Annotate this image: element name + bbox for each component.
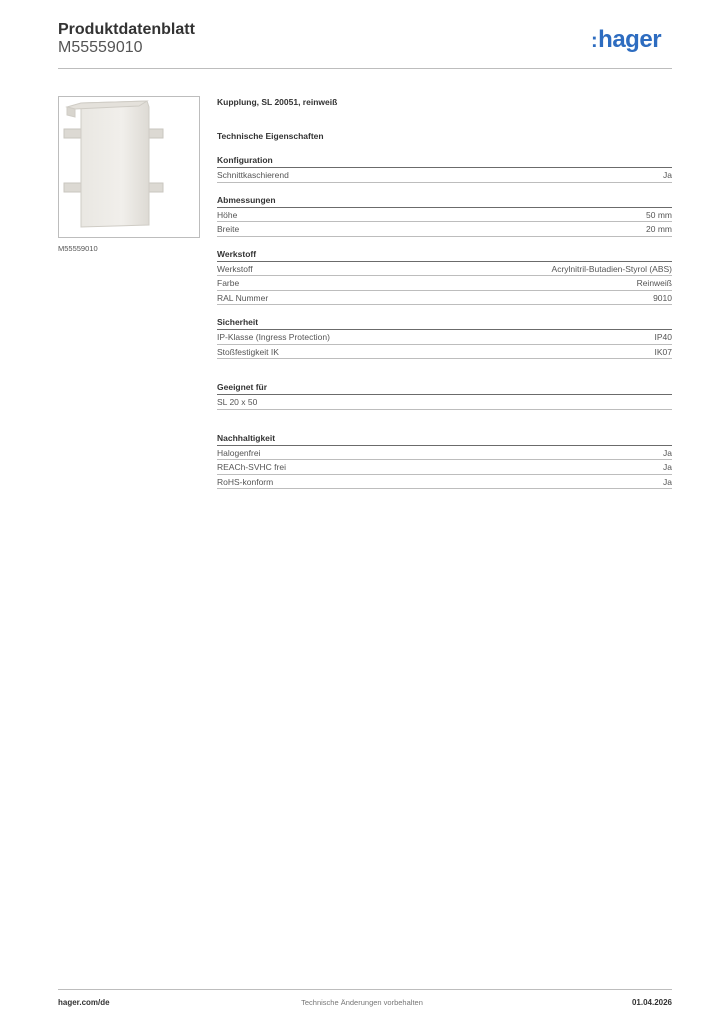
- spec-value: Ja: [663, 447, 672, 458]
- technical-properties-heading: Technische Eigenschaften: [217, 131, 324, 141]
- spec-row: [217, 475, 672, 490]
- spec-value: Ja: [663, 170, 672, 180]
- spec-label: IP-Klasse (Ingress Protection): [217, 332, 330, 342]
- footer-divider: [58, 989, 672, 990]
- spec-label: Werkstoff: [217, 263, 253, 274]
- image-caption: M55559010: [58, 244, 98, 253]
- logo-dots-icon: :: [591, 30, 598, 52]
- section-geeignet-fuer: [217, 381, 672, 410]
- hager-logo: [591, 26, 661, 54]
- article-number: M55559010: [58, 39, 143, 56]
- spec-label: SL 20 x 50: [217, 397, 258, 407]
- specifications: [217, 95, 672, 489]
- section-nachhaltigkeit: [217, 432, 672, 490]
- spec-label: Farbe: [217, 278, 240, 288]
- spec-label: Breite: [217, 224, 240, 234]
- section-abmessungen: [217, 194, 672, 237]
- section-werkstoff: [217, 248, 672, 306]
- section-konfiguration: [217, 154, 672, 183]
- product-image: [58, 96, 200, 238]
- section-sicherheit: [217, 316, 672, 359]
- spec-label: Halogenfrei: [217, 447, 261, 458]
- spec-row: [217, 208, 672, 223]
- spec-value: Ja: [663, 476, 672, 487]
- document-title: Produktdatenblatt: [58, 21, 195, 38]
- spec-row: [217, 446, 672, 461]
- spec-label: Stoßfestigkeit IK: [217, 346, 279, 357]
- spec-row: [217, 330, 672, 345]
- spec-row: [217, 222, 672, 237]
- spec-row: [217, 345, 672, 360]
- section-title: Werkstoff: [217, 248, 672, 262]
- spec-row: [217, 395, 672, 410]
- spec-label: RAL Nummer: [217, 292, 269, 303]
- spec-value: IK07: [654, 346, 672, 357]
- spec-label: RoHS-konform: [217, 476, 274, 487]
- spec-row: [217, 168, 672, 183]
- spec-value: 50 mm: [646, 209, 672, 220]
- header-divider: [58, 68, 672, 69]
- section-title: Konfiguration: [217, 154, 672, 168]
- spec-label: Schnittkaschierend: [217, 170, 289, 180]
- section-title: Geeignet für: [217, 381, 672, 395]
- section-title: Nachhaltigkeit: [217, 432, 672, 446]
- spec-value: IP40: [654, 332, 672, 342]
- spec-value: Reinweiß: [636, 278, 672, 288]
- spec-row: [217, 291, 672, 306]
- section-title: Sicherheit: [217, 316, 672, 330]
- section-title: Abmessungen: [217, 194, 672, 208]
- spec-value: 20 mm: [646, 224, 672, 234]
- footer-notice: Technische Änderungen vorbehalten: [301, 998, 423, 1007]
- product-name: Kupplung, SL 20051, reinweiß: [217, 97, 338, 107]
- spec-row: [217, 460, 672, 475]
- logo-text: hager: [598, 26, 662, 53]
- spec-row: [217, 276, 672, 291]
- spec-value: Acrylnitril-Butadien-Styrol (ABS): [551, 263, 672, 274]
- spec-value: 9010: [653, 292, 672, 303]
- spec-label: REACh-SVHC frei: [217, 462, 286, 472]
- spec-value: Ja: [663, 462, 672, 472]
- coupling-product-icon: [59, 97, 199, 237]
- spec-row: [217, 262, 672, 277]
- footer-date: 01.04.2026: [631, 998, 672, 1007]
- footer-website-link[interactable]: hager.com/de: [58, 998, 110, 1007]
- spec-label: Höhe: [217, 209, 238, 220]
